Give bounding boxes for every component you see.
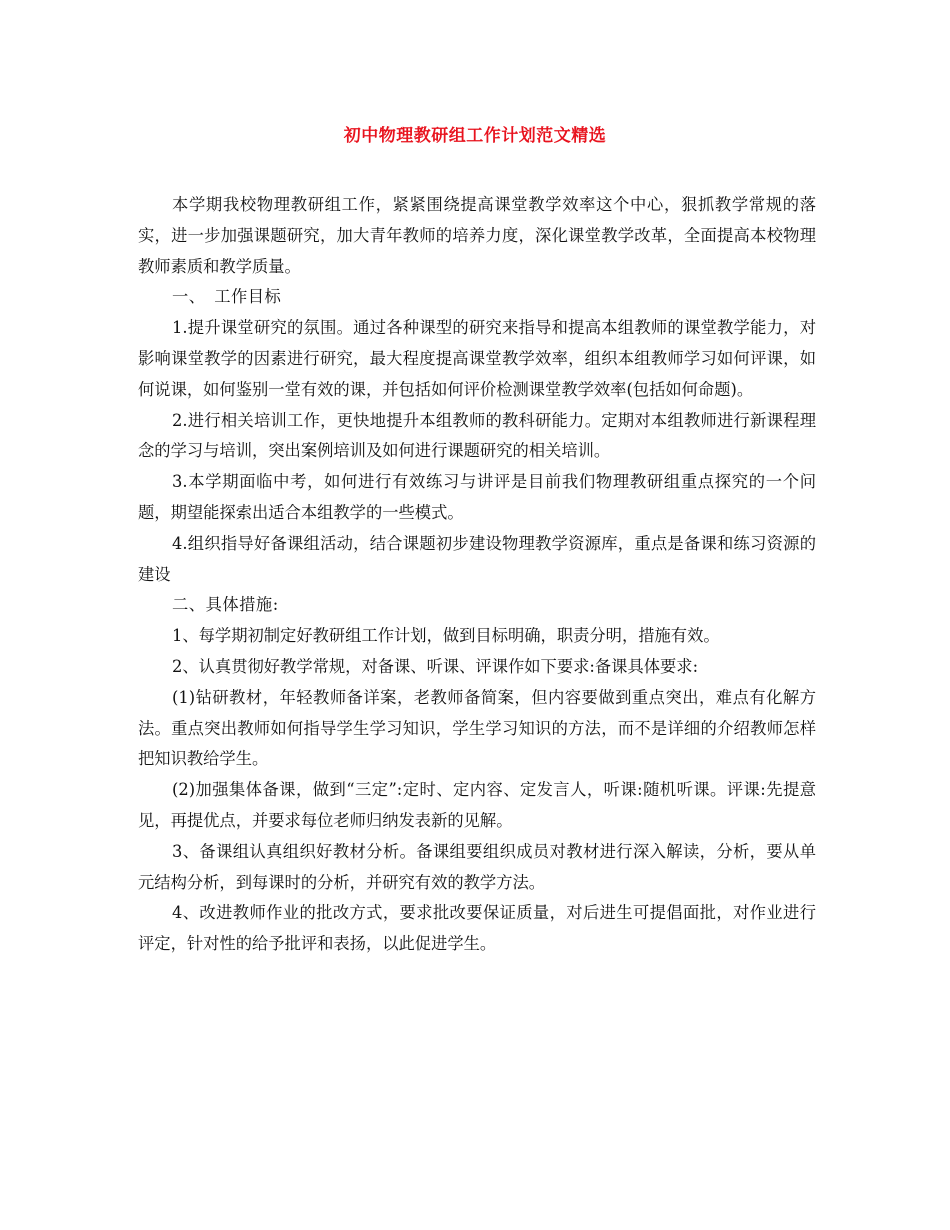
section-heading-goals: 一、 工作目标: [172, 287, 282, 307]
section-heading-measures: 二、具体措施:: [172, 595, 279, 615]
paragraph-measure-1: 1、每学期初制定好教研组工作计划，做到目标明确，职责分明，措施有效。: [172, 626, 720, 646]
paragraph-measure-2: 2、认真贯彻好教学常规，对备课、听课、评课作如下要求:备课具体要求:: [172, 656, 699, 676]
paragraph-goal-4: 4.组织指导好备课组活动，结合课题初步建设物理教学资源库，重点是备课和练习资源的建设: [138, 533, 816, 584]
paragraph-measure-2-1: (1)钻研教材，年轻教师备详案，老教师备简案，但内容要做到重点突出，难点有化解方法。重点突出教师如何指导学生学习知识，学生学习知识的方法，而不是详细的介绍教师怎样把知识教给学生。: [138, 687, 816, 769]
document-body: [138, 190, 816, 960]
paragraph-goal-3: 3.本学期面临中考，如何进行有效练习与讲评是目前我们物理教研组重点探究的一个问题，期望能探索出适合本组教学的一些模式。: [138, 472, 816, 522]
paragraph-measure-4: 4、改进教师作业的批改方式，要求批改要保证质量，对后进生可提倡面批，对作业进行评定，针对性的给予批评和表扬，以此促进学生。: [138, 903, 816, 954]
document-title: 初中物理教研组工作计划范文精选: [343, 126, 607, 146]
paragraph-measure-2-2: (2)加强集体备课，做到“三定”:定时、定内容、定发言人，听课:随机听课。评课:先提意见，再提优点，并要求每位老师归纳发表新的见解。: [138, 780, 816, 830]
paragraph-goal-1: 1.提升课堂研究的氛围。通过各种课型的研究来指导和提高本组教师的课堂教学能力，对影响课堂教学的因素进行研究，最大程度提高课堂教学效率，组织本组教师学习如何评课，如何说课，如何鉴别一堂有效的课，并包括如何评价检测课堂教学效率(包括如何命题)。: [138, 318, 816, 399]
paragraph-goal-2: 2.进行相关培训工作，更快地提升本组教师的教科研能力。定期对本组教师进行新课程理念的学习与培训，突出案例培训及如何进行课题研究的相关培训。: [138, 410, 816, 461]
paragraph-intro: 本学期我校物理教研组工作，紧紧围绕提高课堂教学效率这个中心，狠抓教学常规的落实，进一步加强课题研究，加大青年教师的培养力度，深化课堂教学改革，全面提高本校物理教师素质和教学质量。: [138, 195, 816, 276]
paragraph-measure-3: 3、备课组认真组织好教材分析。备课组要组织成员对教材进行深入解读，分析，要从单元结构分析，到每课时的分析，并研究有效的教学方法。: [138, 841, 816, 892]
